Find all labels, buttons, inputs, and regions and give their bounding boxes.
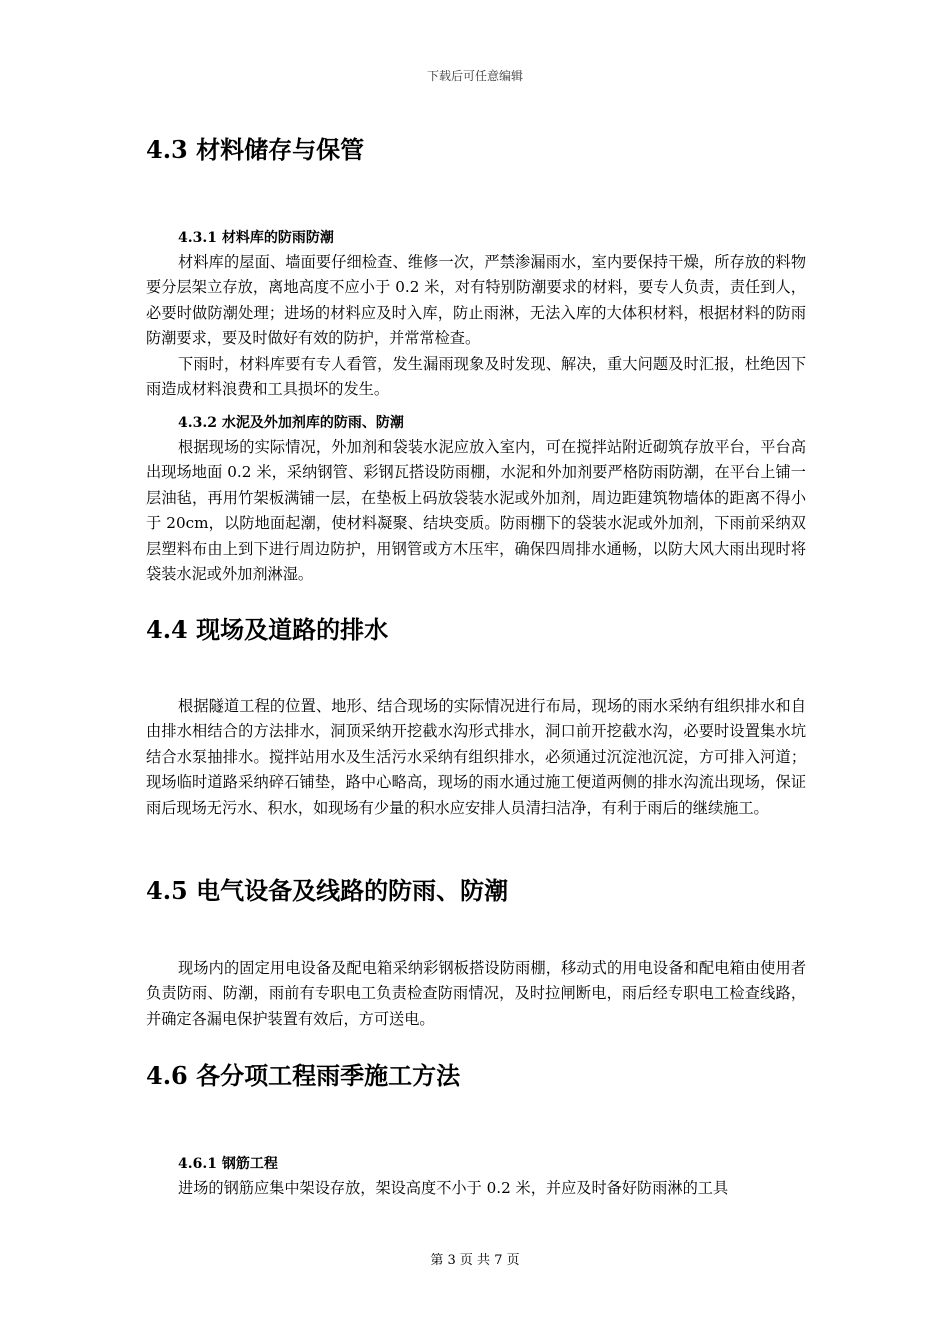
section-4-5-title-block <box>146 875 806 907</box>
paragraph: 材料库的屋面、墙面要仔细检查、维修一次，严禁渗漏雨水，室内要保持干燥，所存放的料物要分层架立存放，离地高度不应小于 0.2 米，对有特别防潮要求的材料，要专人负责，责任到人，必要时做防潮处理；进场的材料应及时入库，防止雨淋，无法入库的大体积材料，根据材料的防雨防潮要求，要及时做好有效的防护，并常常检查。 <box>146 253 806 348</box>
section-4-4-body <box>146 694 806 821</box>
subsection-heading: 4.6.1 钢筋工程 <box>178 1156 278 1172</box>
page-header: 下载后可任意编辑 <box>426 69 523 83</box>
paragraph: 进场的钢筋应集中架设存放，架设高度不小于 0.2 米，并应及时备好防雨淋的工具 <box>178 1179 729 1197</box>
paragraph: 根据隧道工程的位置、地形、结合现场的实际情况进行布局，现场的雨水采纳有组织排水和自由排水相结合的方法排水，洞顶采纳开挖截水沟形式排水，洞口前开挖截水沟，必要时设置集水坑结合水泵抽排水。搅拌站用水及生活污水采纳有组织排水，必须通过沉淀池沉淀，方可排入河道；现场临时道路采纳碎石铺垫，路中心略高，现场的雨水通过施工便道两侧的排水沟流出现场，保证雨后现场无污水、积水，如现场有少量的积水应安排人员清扫洁净，有利于雨后的继续施工。 <box>146 697 806 817</box>
subsection-4-6-1 <box>146 1152 806 1201</box>
section-heading: 4.5 电气设备及线路的防雨、防潮 <box>146 876 509 905</box>
section-heading: 4.3 材料储存与保管 <box>146 135 365 164</box>
section-4-6-title-block <box>146 1060 806 1092</box>
section-4-3-title-block <box>146 134 806 166</box>
subsection-heading: 4.3.1 材料库的防雨防潮 <box>178 230 334 246</box>
paragraph: 根据现场的实际情况，外加剂和袋装水泥应放入室内，可在搅拌站附近砌筑存放平台，平台高出现场地面 0.2 米，采纳钢管、彩钢瓦搭设防雨棚，水泥和外加剂要严格防雨防潮，在平台上铺一层油毡，再用竹架板满铺一层，在垫板上码放袋装水泥或外加剂，周边距建筑物墙体的距离不得小于 20cm，以防地面起潮，使材料凝聚、结块变质。防雨棚下的袋装水泥或外加剂，下雨前采纳双层塑料布由上到下进行周边防护，用钢管或方木压牢，确保四周排水通畅，以防大风大雨出现时将袋装水泥或外加剂淋湿。 <box>146 438 806 584</box>
page-footer: 第 3 页 共 7 页 <box>430 1253 520 1268</box>
paragraph: 现场内的固定用电设备及配电箱采纳彩钢板搭设防雨棚，移动式的用电设备和配电箱由使用者负责防雨、防潮，雨前有专职电工负责检查防雨情况，及时拉闸断电，雨后经专职电工检查线路，并确定各漏电保护装置有效后，方可送电。 <box>146 959 806 1028</box>
subsection-heading: 4.3.2 水泥及外加剂库的防雨、防潮 <box>178 415 404 431</box>
subsection-4-3-1 <box>146 226 806 402</box>
section-4-5-body <box>146 956 806 1032</box>
paragraph: 下雨时，材料库要有专人看管，发生漏雨现象及时发现、解决，重大问题及时汇报，杜绝因下雨造成材料浪费和工具损坏的发生。 <box>146 354 806 399</box>
section-heading: 4.6 各分项工程雨季施工方法 <box>146 1061 461 1090</box>
subsection-4-3-2 <box>146 411 806 587</box>
section-4-4-title-block <box>146 614 806 646</box>
section-heading: 4.4 现场及道路的排水 <box>146 615 389 644</box>
